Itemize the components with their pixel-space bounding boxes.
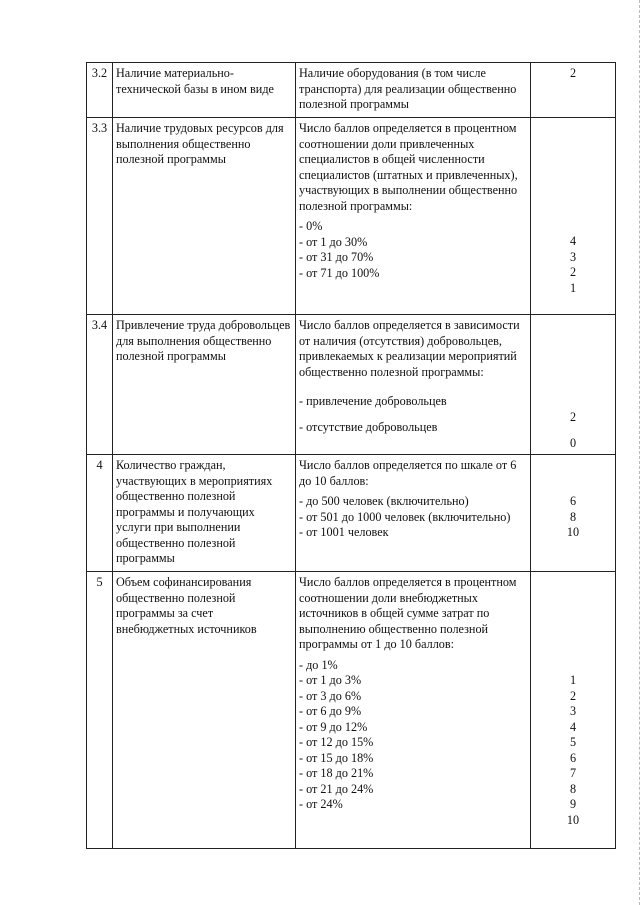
points-value: 2 (569, 265, 577, 279)
option-label: - от 31 до 70% (299, 250, 374, 264)
points-value: 4 (569, 719, 577, 734)
points-value: 3 (569, 704, 577, 718)
points-value: 3 (569, 249, 577, 264)
criteria-table (86, 62, 616, 849)
criterion-description: Наличие оборудования (в том числе транспорта) для реализации общественно полезной программы (296, 63, 531, 118)
option-label: - до 1% (299, 657, 338, 672)
points-value: 10 (566, 812, 580, 827)
option-label: - от 15 до 18% (299, 750, 374, 765)
option-label: - до 500 человек (включительно) (299, 494, 469, 508)
points-value: 10 (566, 525, 580, 539)
points-value: 2 (569, 410, 577, 424)
table-row (87, 455, 616, 572)
option-label: - от 1001 человек (299, 525, 389, 539)
option-label: - 0% (299, 219, 323, 233)
points-column (531, 118, 616, 315)
points-value: 6 (569, 750, 577, 765)
description-text: Число баллов определяется в зависимости от наличия (отсутствия) добровольцев, привлекаемых к реализации мероприятий общественно полезной программы: (299, 318, 520, 379)
criterion-description (296, 118, 531, 315)
description-text: Число баллов определяется по шкале от 6 до 10 баллов: (299, 458, 517, 488)
option-label: - от 3 до 6% (299, 688, 362, 703)
option-label: - от 501 до 1000 человек (включительно) (299, 509, 511, 524)
points-value: 5 (569, 735, 577, 749)
option-label: - от 18 до 21% (299, 766, 374, 780)
table-row (87, 118, 616, 315)
row-number: 3.3 (87, 118, 113, 315)
points-value: 1 (569, 673, 577, 687)
points-value: 8 (569, 781, 577, 796)
option-label: - от 6 до 9% (299, 704, 362, 718)
row-number: 3.2 (87, 63, 113, 118)
points-column (531, 572, 616, 849)
option-label: - привлечение добровольцев (299, 394, 447, 408)
points-value: 2 (531, 63, 616, 118)
criterion-description (296, 315, 531, 455)
table-row (87, 315, 616, 455)
criterion-name: Привлечение труда добровольцев для выполнения общественно полезной программы (113, 315, 296, 455)
points-value: 6 (569, 494, 577, 508)
points-column (531, 455, 616, 572)
option-label: - от 21 до 24% (299, 781, 374, 796)
points-value: 7 (569, 766, 577, 780)
points-value: 9 (569, 797, 577, 811)
points-value: 4 (569, 234, 577, 248)
table-row (87, 572, 616, 849)
points-column (531, 315, 616, 455)
option-label: - от 12 до 15% (299, 735, 374, 749)
points-value: 0 (569, 435, 577, 450)
option-label: - от 24% (299, 797, 343, 811)
option-label: - от 1 до 30% (299, 234, 368, 249)
points-value: 1 (569, 280, 577, 295)
criterion-name: Наличие материально-технической базы в ином виде (113, 63, 296, 118)
criterion-name: Объем софинансирования общественно полезной программы за счет внебюджетных источников (113, 572, 296, 849)
option-label: - от 1 до 3% (299, 673, 362, 687)
criterion-description (296, 455, 531, 572)
option-label: - отсутствие добровольцев (299, 419, 438, 434)
criterion-name: Наличие трудовых ресурсов для выполнения общественно полезной программы (113, 118, 296, 315)
option-label: - от 9 до 12% (299, 719, 368, 734)
description-text: Число баллов определяется в процентном соотношении доли привлеченных специалистов в общей численности специалистов (штатных и привлеченных), участвующих в выполнении общественно полезной программы: (299, 121, 518, 213)
row-number: 5 (87, 572, 113, 849)
scan-edge (636, 0, 640, 905)
points-value: 2 (569, 688, 577, 703)
description-text: Число баллов определяется в процентном соотношении доли внебюджетных источников в общей сумме затрат по выполнению общественно полезной программы от 1 до 10 баллов: (299, 575, 517, 651)
row-number: 3.4 (87, 315, 113, 455)
table-row (87, 63, 616, 118)
points-value: 8 (569, 509, 577, 524)
row-number: 4 (87, 455, 113, 572)
criterion-name: Количество граждан, участвующих в мероприятиях общественно полезной программы и получающих услуги при выполнении общественно полезной программы (113, 455, 296, 572)
option-label: - от 71 до 100% (299, 265, 380, 280)
criterion-description (296, 572, 531, 849)
